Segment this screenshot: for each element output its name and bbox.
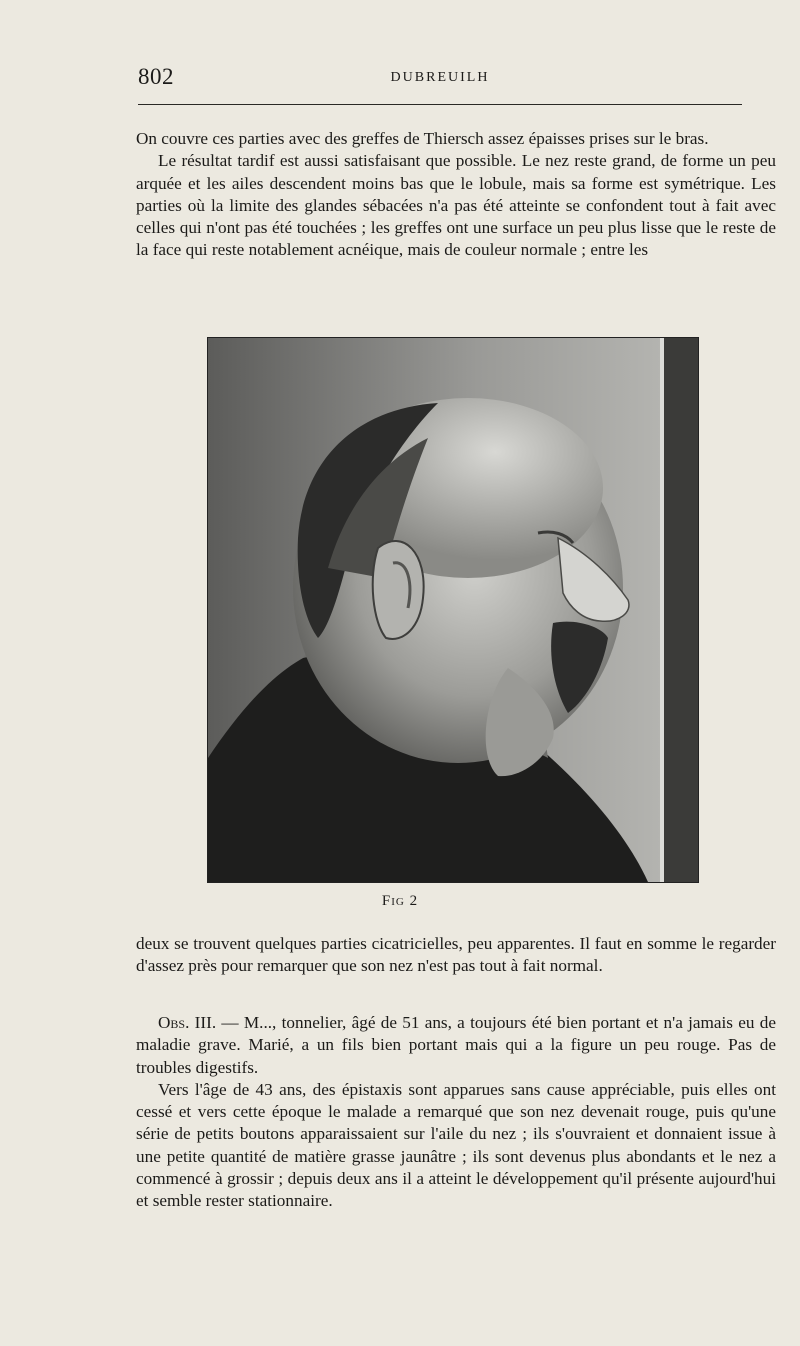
paragraph: On couvre ces parties avec des greffes de Thiersch assez épaisses prises sur le bras. <box>136 129 709 148</box>
figure-caption <box>0 893 800 910</box>
observation-label: Obs. III. <box>158 1013 217 1032</box>
paragraph: Vers l'âge de 43 ans, des épistaxis sont apparues sans cause appréciable, puis elles ont cessé et vers cette époque le malade a remarqué que son nez devenait rouge, puis qu'une série de petits boutons apparaissaient sur l'aile du nez ; ils s'ouvraient et donnaient issue à une petite quantité de matière grasse jaunâtre ; ils sont devenus plus abondants et le nez a commencé à grossir ; depuis deux ans il a atteint le développement qu'il présente aujourd'hui et semble rester stationnaire. <box>136 1079 776 1211</box>
figure-photograph <box>207 337 699 883</box>
observation-text: — M..., tonnelier, âgé de 51 ans, a toujours été bien portant et n'a jamais eu de maladie grave. Marié, a un fils bien portant mais qui a la figure un peu rouge. Pas de troubles digestifs. <box>136 1013 776 1077</box>
page-number: 802 <box>138 64 174 89</box>
observation-paragraph <box>136 1012 776 1079</box>
profile-portrait-photo <box>208 338 698 882</box>
page-header <box>138 64 742 92</box>
figure-caption-text: Fig 2 <box>381 893 419 909</box>
header-rule <box>138 104 742 105</box>
running-head: DUBREUILH <box>390 70 490 85</box>
text-after-figure <box>136 933 776 978</box>
paragraph: deux se trouvent quelques parties cicatricielles, peu apparentes. Il faut en somme le regarder d'assez près pour remarquer que son nez n'est pas tout à fait normal. <box>136 934 776 976</box>
text-before-figure <box>136 128 776 262</box>
observation-section <box>136 1012 776 1213</box>
paragraph: Le résultat tardif est aussi satisfaisant que possible. Le nez reste grand, de forme un peu arquée et les ailes descendent moins bas que le lobule, mais sa forme est symétrique. Les parties où la limite des glandes sébacées n'a pas été atteinte se confondent tout à fait avec celles qui n'ont pas été touchées ; les greffes ont une surface un peu plus lisse que le reste de la face qui reste notablement acnéique, mais de couleur normale ; entre les <box>136 151 776 260</box>
